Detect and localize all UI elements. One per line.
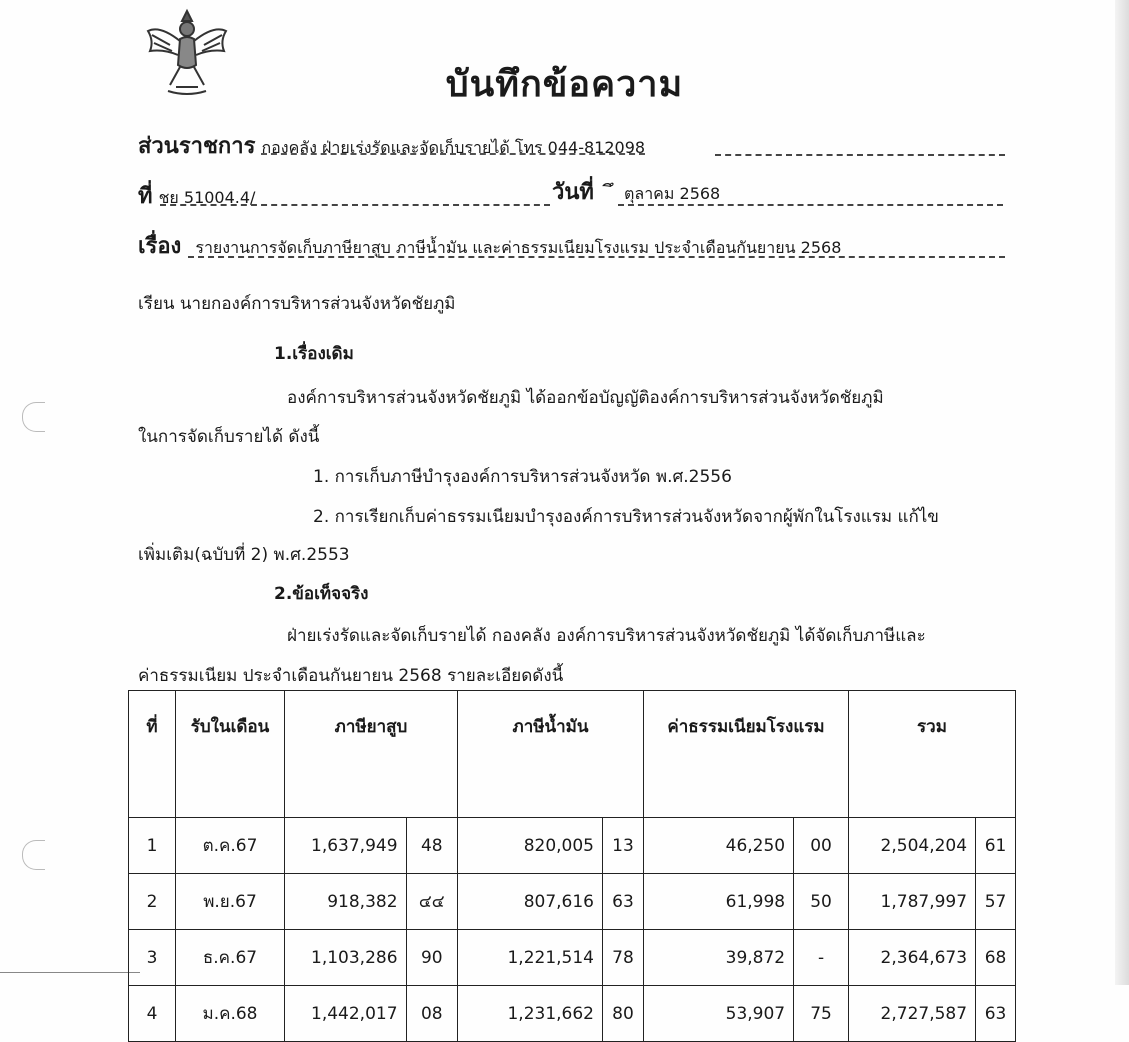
number-dotted-line — [160, 204, 550, 206]
cell-total-baht: 1,787,997 — [849, 874, 976, 930]
header-tobacco-tax: ภาษียาสูบ — [285, 691, 458, 818]
cell-tobacco-baht: 918,382 — [285, 874, 407, 930]
cell-no: 2 — [129, 874, 176, 930]
cell-oil-satang: 78 — [603, 930, 644, 986]
table-row — [129, 930, 1016, 986]
cell-month: พ.ย.67 — [176, 874, 285, 930]
cell-oil-baht: 1,231,662 — [458, 986, 603, 1042]
cell-hotel-baht: 61,998 — [644, 874, 794, 930]
cell-month: ม.ค.68 — [176, 986, 285, 1042]
page-edge-shadow — [1115, 0, 1129, 985]
list-item-2-line-1: 2. การเรียกเก็บค่าธรรมเนียมบำรุงองค์การบริหารส่วนจังหวัดจากผู้พักในโรงแรม แก้ไข — [313, 507, 939, 527]
cell-total-satang: 63 — [976, 986, 1016, 1042]
cell-oil-satang: 13 — [603, 818, 644, 874]
cell-total-satang: 68 — [976, 930, 1016, 986]
cell-hotel-satang: 50 — [794, 874, 849, 930]
cell-tobacco-satang: 08 — [406, 986, 457, 1042]
subject-dotted-line — [188, 256, 1005, 258]
cell-hotel-baht: 53,907 — [644, 986, 794, 1042]
list-item-2-line-2: เพิ่มเติม(ฉบับที่ 2) พ.ศ.2553 — [138, 545, 350, 565]
section-heading-background: 1.เรื่องเดิม — [274, 344, 354, 364]
cell-total-satang: 61 — [976, 818, 1016, 874]
cell-oil-baht: 807,616 — [458, 874, 603, 930]
cell-no: 1 — [129, 818, 176, 874]
cell-oil-baht: 1,221,514 — [458, 930, 603, 986]
department-line — [138, 128, 645, 163]
cell-tobacco-satang: 90 — [406, 930, 457, 986]
number-value: ชย 51004.4/ — [158, 188, 256, 207]
cell-hotel-satang: 00 — [794, 818, 849, 874]
cell-oil-satang: 80 — [603, 986, 644, 1042]
department-label: ส่วนราชการ — [138, 134, 256, 159]
paragraph-2-line-1: ฝ่ายเร่งรัดและจัดเก็บรายได้ กองคลัง องค์การบริหารส่วนจังหวัดชัยภูมิ ได้จัดเก็บภาษีและ — [287, 626, 926, 646]
header-total: รวม — [849, 691, 1016, 818]
cell-tobacco-satang: ๔๔ — [406, 874, 457, 930]
cell-total-baht: 2,364,673 — [849, 930, 976, 986]
date-value: ตุลาคม 2568 — [624, 184, 721, 203]
cell-hotel-satang: - — [794, 930, 849, 986]
department-dotted-line — [715, 154, 1005, 156]
revenue-table — [128, 690, 1016, 1042]
memo-title: บันทึกข้อความ — [445, 64, 684, 105]
header-month: รับในเดือน — [176, 691, 285, 818]
cell-total-baht: 2,727,587 — [849, 986, 976, 1042]
bottom-edge-line — [0, 972, 140, 973]
paragraph-1-line-1: องค์การบริหารส่วนจังหวัดชัยภูมิ ได้ออกข้อบัญญัติองค์การบริหารส่วนจังหวัดชัยภูมิ — [287, 388, 884, 408]
table-row — [129, 874, 1016, 930]
cell-month: ธ.ค.67 — [176, 930, 285, 986]
cell-month: ต.ค.67 — [176, 818, 285, 874]
header-no: ที่ — [129, 691, 176, 818]
paragraph-1-line-2: ในการจัดเก็บรายได้ ดังนี้ — [138, 427, 320, 447]
cell-total-baht: 2,504,204 — [849, 818, 976, 874]
cell-total-satang: 57 — [976, 874, 1016, 930]
number-label: ที่ — [138, 184, 153, 209]
date-dotted-line — [618, 204, 1003, 206]
punch-hole-top — [22, 402, 45, 432]
header-hotel-fee: ค่าธรรมเนียมโรงแรม — [644, 691, 849, 818]
subject-value: รายงานการจัดเก็บภาษียาสูบ ภาษีน้ำมัน และค่าธรรมเนียมโรงแรม ประจำเดือนกันยายน 2568 — [195, 238, 842, 257]
cell-tobacco-baht: 1,442,017 — [285, 986, 407, 1042]
table-header-row — [129, 691, 1016, 818]
punch-hole-bottom — [22, 840, 45, 870]
cell-tobacco-baht: 1,637,949 — [285, 818, 407, 874]
cell-oil-satang: 63 — [603, 874, 644, 930]
cell-hotel-baht: 46,250 — [644, 818, 794, 874]
header-oil-tax: ภาษีน้ำมัน — [458, 691, 644, 818]
paragraph-2-line-2: ค่าธรรมเนียม ประจำเดือนกันยายน 2568 รายละเอียดดังนี้ — [138, 666, 564, 686]
addressee: เรียน นายกองค์การบริหารส่วนจังหวัดชัยภูมิ — [138, 294, 456, 314]
date-label: วันที่ — [552, 180, 594, 205]
department-value: กองคลัง ฝ่ายเร่งรัดและจัดเก็บรายได้ โทร 044-812098 — [261, 138, 646, 157]
section-heading-facts: 2.ข้อเท็จจริง — [274, 584, 369, 604]
cell-no: 4 — [129, 986, 176, 1042]
cell-tobacco-satang: 48 — [406, 818, 457, 874]
cell-oil-baht: 820,005 — [458, 818, 603, 874]
cell-no: 3 — [129, 930, 176, 986]
list-item-1: 1. การเก็บภาษีบำรุงองค์การบริหารส่วนจังหวัด พ.ศ.2556 — [313, 467, 732, 487]
table-row — [129, 818, 1016, 874]
cell-tobacco-baht: 1,103,286 — [285, 930, 407, 986]
cell-hotel-baht: 39,872 — [644, 930, 794, 986]
cell-hotel-satang: 75 — [794, 986, 849, 1042]
number-line — [138, 178, 255, 213]
subject-label: เรื่อง — [138, 234, 182, 259]
table-row — [129, 986, 1016, 1042]
